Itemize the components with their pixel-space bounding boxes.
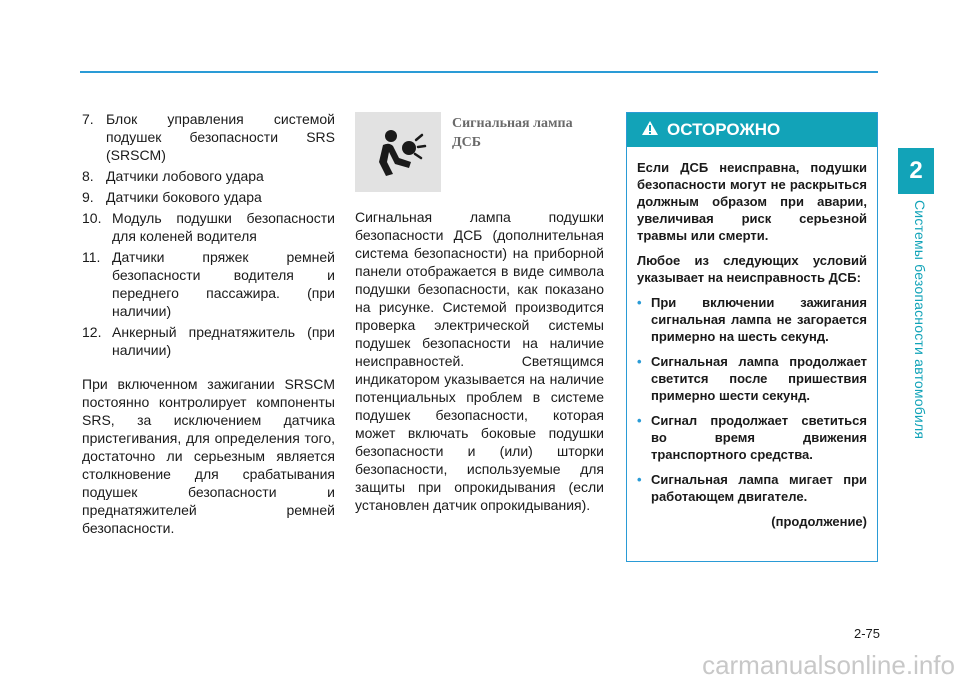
warning-header xyxy=(627,113,877,147)
warning-intro: Если ДСБ неисправна, подушки безопасности могут не раскрыться должным образом при аварии, увеличивая риск серьезной травмы или смерти. xyxy=(637,160,867,243)
list-item-text: Модуль подушки безопасности для коленей водителя xyxy=(112,210,335,244)
continued-label: (продолжение) xyxy=(771,514,867,529)
warning-title: ОСТОРОЖНО xyxy=(667,120,781,139)
list-item xyxy=(82,110,335,164)
list-item-number: 7. xyxy=(82,111,94,127)
list-item-number: 10. xyxy=(82,210,102,226)
lamp-section-title: Сигнальная лампа ДСБ xyxy=(452,116,573,150)
list-item-text: Анкерный преднатяжитель (при наличии) xyxy=(112,324,335,358)
list-item-text: Датчики лобового удара xyxy=(106,168,264,184)
airbag-warning-icon xyxy=(355,112,441,192)
chapter-number-tab: 2 xyxy=(898,148,934,194)
bullet-text: При включении зажигания сигнальная лампа не загорается примерно на шесть секунд. xyxy=(651,295,867,344)
list-item-text: Блок управления системой подушек безопасности SRS (SRSCM) xyxy=(106,111,335,163)
list-item xyxy=(82,248,335,320)
list-item-text: Датчики пряжек ремней безопасности водителя и переднего пассажира. (при наличии) xyxy=(112,249,335,319)
warning-triangle-icon xyxy=(641,120,659,141)
bullet-text: Сигнал продолжает светиться во время движения транспортного средства. xyxy=(651,413,867,462)
warning-bullet xyxy=(637,471,867,505)
list-item xyxy=(82,323,335,359)
warning-bullet xyxy=(637,353,867,404)
list-item-number: 12. xyxy=(82,324,102,340)
list-item-number: 9. xyxy=(82,189,94,205)
list-item-number: 8. xyxy=(82,168,94,184)
bullet-dot-icon: • xyxy=(637,472,642,487)
warning-bullet xyxy=(637,412,867,463)
bullet-text: Сигнальная лампа продолжает светится после пришествия примерно шести секунд. xyxy=(651,354,867,403)
page-number: 2-75 xyxy=(853,626,880,641)
list-item-text: Датчики бокового удара xyxy=(106,189,262,205)
header-rule xyxy=(80,71,878,73)
chapter-title: Системы безопасности автомобиля xyxy=(912,200,928,440)
warning-conditions: Любое из следующих условий указывает на неисправность ДСБ: xyxy=(637,253,867,285)
list-item xyxy=(82,167,335,185)
left-column xyxy=(82,110,335,537)
bullet-dot-icon: • xyxy=(637,413,642,428)
bullet-dot-icon: • xyxy=(637,354,642,369)
warning-box xyxy=(626,112,878,562)
srscm-paragraph: При включенном зажигании SRSCM постоянно контролирует компоненты SRS, за исключением датчика пристегивания, для определения того, достаточно ли серьезным является столкновение для срабатывания подушек безопасности и преднатяжителей ремней безопасности. xyxy=(82,376,335,536)
warning-bullet xyxy=(637,294,867,345)
lamp-description: Сигнальная лампа подушки безопасности ДСБ (дополнительная система безопасности) на приборной панели отображается в виде символа подушки безопасности, как показано на рисунке. Системой производится проверка электрической системы подушек безопасности на наличие неисправностей. Светящимся индикатором указывается на наличие потенциальных проблем в системе подушек безопасности, которая может включать боковые подушки безопасности и (или) шторки безопасности, используемые для защиты при опрокидывания (если установлен датчик опрокидывания). xyxy=(355,209,604,513)
bullet-text: Сигнальная лампа мигает при работающем двигателе. xyxy=(651,472,867,504)
list-item xyxy=(82,209,335,245)
list-item-number: 11. xyxy=(82,249,101,265)
bullet-dot-icon: • xyxy=(637,295,642,310)
list-item xyxy=(82,188,335,206)
watermark: carmanualsonline.info xyxy=(702,650,955,680)
